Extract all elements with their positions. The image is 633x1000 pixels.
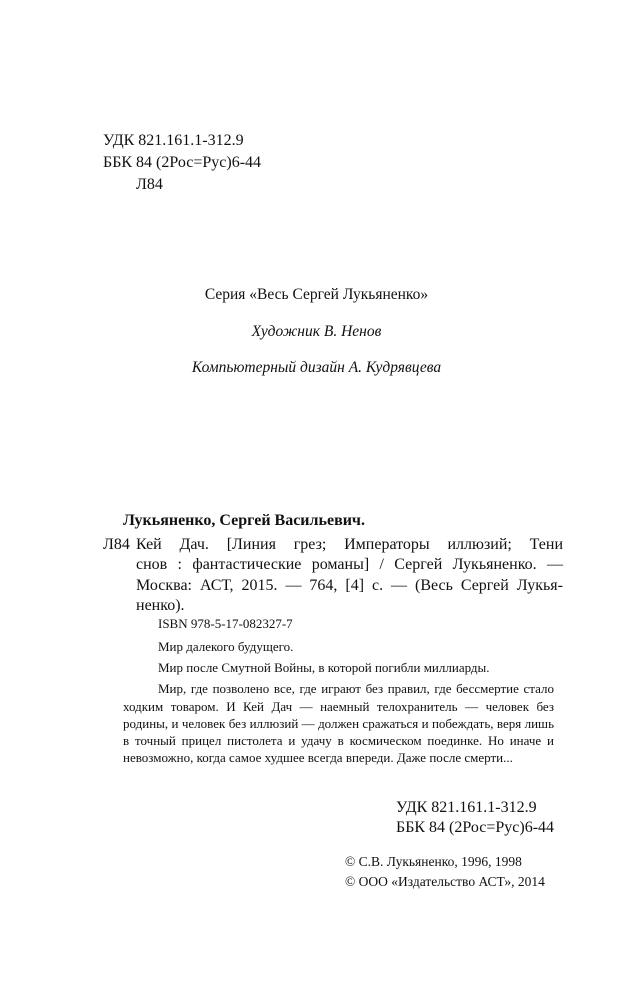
series-line: Серия «Весь Сергей Лукьяненко» (204, 286, 429, 303)
description-line-3: Москва: АСТ, 2015. — 764, [4] с. — (Весь Сергей Лукья- (136, 576, 563, 594)
artist-credit: Художник В. Ненов (251, 323, 382, 340)
copyright-author: © С.В. Лукьяненко, 1996, 1998 (345, 854, 522, 869)
classification-block (103, 130, 261, 196)
footer-classification (396, 798, 554, 838)
author-mark: Л84 (136, 176, 163, 193)
footer-udk: УДК 821.161.1-312.9 (396, 799, 537, 816)
annotation-paragraph-1: Мир далекого будущего. (158, 639, 294, 654)
footer-bbk: ББК 84 (2Рос=Рус)6-44 (396, 819, 555, 836)
udk-code: УДК 821.161.1-312.9 (103, 132, 244, 149)
bibliographic-description (103, 535, 563, 616)
isbn: ISBN 978-5-17-082327-7 (158, 616, 293, 631)
description-line-2: снов : фантастические романы] / Сергей Лукьяненко. — (136, 556, 563, 574)
bbk-code: ББК 84 (2Рос=Рус)6-44 (103, 154, 262, 171)
author-heading: Лукьяненко, Сергей Васильевич. (123, 512, 365, 529)
annotation-paragraph-3: Мир, где позволено все, где играют без правил, где бессмертие стало ходким товаром. И Кей Дач — наемный телохранитель — человек без родины, и человек без иллюзий — должен сражаться и побеждать, веря лишь в точный прицел пистолета и удачу в космическом поединке. Но иначе и невозможно, когда самое худшее всегда впереди. Даже после смерти... (123, 681, 554, 766)
annotation-paragraph-2: Мир после Смутной Войны, в которой погибли миллиарды. (158, 660, 490, 676)
description-line-1: Кей Дач. [Линия грез; Императоры иллюзий; Тени (136, 536, 563, 553)
description-line-4: ненко). (136, 596, 185, 614)
design-credit: Компьютерный дизайн А. Кудрявцева (191, 359, 442, 376)
author-mark-inline: Л84 (103, 536, 130, 553)
copyright-block (345, 852, 545, 892)
copyright-publisher: © ООО «Издательство АСТ», 2014 (345, 874, 545, 889)
annotation (123, 638, 554, 766)
